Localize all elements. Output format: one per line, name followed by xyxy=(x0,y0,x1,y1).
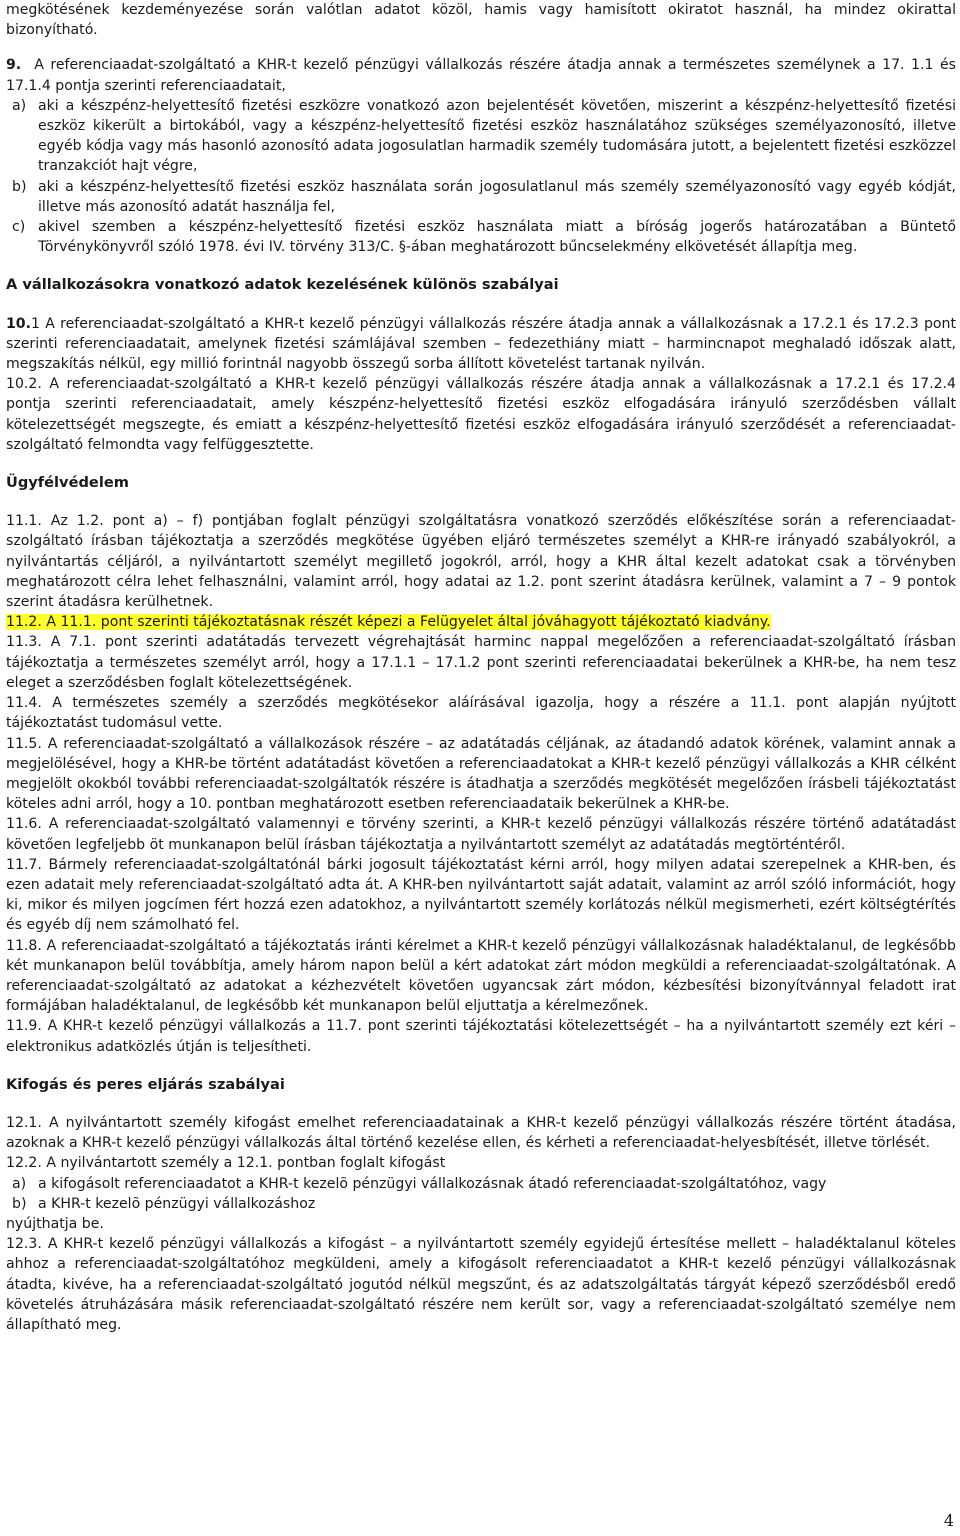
section-11-7: 11.7. Bármely referenciaadat-szolgáltatónál bárki jogosult tájékoztatást kérni arról, hogy milyen adatai szerepelnek a KHR-ben, és ezen adatait mely referenciaadat-szolgáltató adta át. A KHR-ben nyilvántartott saját adatait, valamint az arról szóló információt, hogy ki, mikor és milyen jogcímen fért hozzá ezen adatokhoz, a nyilvántartott személy korlátozás nélkül megismerheti, ezért költségtérítés és egyéb díj nem számolható fel. xyxy=(6,856,956,934)
section-12-3: 12.3. A KHR-t kezelő pénzügyi vállalkozás a kifogást – a nyilvántartott személy egyidejű értesítése mellett – haladéktalanul köteles ahhoz a referenciaadat-szolgáltatóhoz megküldeni, amely a kifogásolt referenciaadatot a KHR-t kezelő pénzügyi vállalkozásnak átadta, kivéve, ha a referenciaadat-szolgáltató jogutód nélkül megszűnt, és az adatszolgáltatás tárgyát képező szerződésből eredő követelés átruházására másik referenciaadat-szolgáltató részére nem került sor, vagy a referenciaadat-szolgáltató személye nem állapítható meg. xyxy=(6,1236,956,1333)
highlighted-text: 11.2. A 11.1. pont szerinti tájékoztatásnak részét képezi a Felügyelet által jóváhagyott tájékoztató kiadvány. xyxy=(6,614,771,631)
section-12-2-item-a xyxy=(6,1174,956,1194)
section-11-2 xyxy=(6,612,956,632)
heading-business-data: A vállalkozásokra vonatkozó adatok kezelésének különös szabályai xyxy=(6,276,559,294)
item-text: aki a készpénz-helyettesítő fizetési eszközre vonatkozó azon bejelentését követően, miszerint a készpénz-helyettesítő fizetési eszköz kikerült a birtokából, vagy a készpénz-helyettesítő fizetési eszköz használatához szükséges személyazonosító, illetve egyéb kódja vagy más hasonló azonosító adata jogosulatlan harmadik személy tudomására jutott, a bejelentett fizetési eszközzel tranzakciót hajt végre, xyxy=(38,97,956,175)
section-11-5: 11.5. A referenciaadat-szolgáltató a vállalkozások részére – az adatátadás céljának, az átadandó adatok körének, valamint annak a megjelölésével, hogy a KHR-be történt adatátadást követően a referenciaadatokat a KHR-t kezelő pénzügyi vállalkozás a KHR célként megjelölt okokból további referenciaadat-szolgáltatók részére is átadhatja a szerződés megkötését megelőzően írásbeli tájékoztatást köteles adni arról, hogy a 10. pontban meghatározott esetben referenciaadataik bekerülnek a KHR-be. xyxy=(6,735,956,813)
section-10-1-text: 1 A referenciaadat-szolgáltató a KHR-t kezelő pénzügyi vállalkozás részére átadja annak a vállalkozásnak a 17.2.1 és 17.2.3 pont szerinti referenciaadatait, amelynek fizetési számlájával szemben – fedezethiány miatt – harmincnapot meghaladó időszak alatt, megszakítás nélkül, egy millió forintnál nagyobb összegű sorba állított követelést tartanak nyilván. xyxy=(6,315,956,373)
heading-client-protection: Ügyfélvédelem xyxy=(6,474,129,492)
heading-objection-procedure: Kifogás és peres eljárás szabályai xyxy=(6,1075,285,1093)
section-9-item-c xyxy=(6,217,956,257)
section-9-number: 9. xyxy=(6,57,22,74)
item-text: akivel szemben a készpénz-helyettesítő fizetési eszköz használata miatt a bíróság jogerős határozatában a Büntető Törvénykönyvről szóló 1978. évi IV. törvény 313/C. §-ában meghatározott bűncselekmény elkövetését állapítja meg. xyxy=(38,219,956,256)
intro-paragraph: megkötésének kezdeményezése során valótlan adatot közöl, hamis vagy hamisított okiratot használ, ha mindez okirattal bizonyítható. xyxy=(6,2,956,39)
section-9-item-b xyxy=(6,177,956,217)
item-text: a KHR-t kezelõ pénzügyi vállalkozáshoz xyxy=(38,1195,316,1212)
item-label: a) xyxy=(12,1175,27,1192)
item-text: aki a készpénz-helyettesítő fizetési eszköz használata során jogosulatlanul más személy személyazonosító vagy egyéb kódját, illetve más azonosító adatát használja fel, xyxy=(38,178,956,215)
section-11-8: 11.8. A referenciaadat-szolgáltató a tájékoztatás iránti kérelmet a KHR-t kezelő pénzügyi vállalkozásnak haladéktalanul, de legkésőbb két munkanapon belül továbbítja, amely három napon belül a kért adatokat zárt módon megküldi a referenciaadat-szolgáltatónak. A referenciaadat-szolgáltató az adatokat a kézhezvételt követően ugyancsak zárt módon, kézbesítési bizonyítvánnyal feladott irat formájában haladéktalanul, de legkésőbb két munkanapon belül eljuttatja a kérelmezőnek. xyxy=(6,937,956,1015)
document-page xyxy=(6,0,956,1335)
section-12-2-item-b xyxy=(6,1194,956,1214)
section-12-2-after: nyújthatja be. xyxy=(6,1215,104,1232)
page-number: 4 xyxy=(943,1511,954,1530)
section-12-1: 12.1. A nyilvántartott személy kifogást emelhet referenciaadatainak a KHR-t kezelő pénzügyi vállalkozás részére történt átadása, azoknak a KHR-t kezelő pénzügyi vállalkozás által történő kezelése ellen, és kérheti a referenciaadat-helyesbítését, illetve törlését. xyxy=(6,1114,956,1152)
section-9 xyxy=(6,55,956,95)
item-text: a kifogásolt referenciaadatot a KHR-t kezelõ pénzügyi vállalkozásnak átadó referenciaadat-szolgáltatóhoz, vagy xyxy=(38,1175,827,1192)
section-10-1 xyxy=(6,314,956,375)
section-11-9: 11.9. A KHR-t kezelő pénzügyi vállalkozás a 11.7. pont szerinti tájékoztatási kötelezettségét – ha a nyilvántartott személy ezt kéri – elektronikus adatközlés útján is teljesítheti. xyxy=(6,1018,956,1055)
item-label: c) xyxy=(12,219,26,236)
section-11-3: 11.3. A 7.1. pont szerinti adatátadás tervezett végrehajtását harminc nappal megelőzően a referenciaadat-szolgáltató írásban tájékoztatja a természetes személyt arról, hogy a 17.1.1 – 17.1.2 pont szerinti referenciaadatai bekerülnek a KHR-be, ha nem tesz eleget a szerződésben foglalt kötelezettségének. xyxy=(6,634,956,691)
section-9-item-a xyxy=(6,96,956,177)
section-11-6: 11.6. A referenciaadat-szolgáltató valamennyi e törvény szerinti, a KHR-t kezelő pénzügyi vállalkozás részére történő adatátadást követően legfeljebb öt munkanapon belül írásban tájékoztatja a nyilvántartott személyt az adatátadás megtörténtéről. xyxy=(6,816,956,853)
section-11-4: 11.4. A természetes személy a szerződés megkötésekor aláírásával igazolja, hogy a részére a 11.1. pont alapján nyújtott tájékoztatást tudomásul vette. xyxy=(6,695,956,732)
section-9-text: A referenciaadat-szolgáltató a KHR-t kezelő pénzügyi vállalkozás részére átadja annak a természetes személynek a 17. 1.1 és 17.1.4 pontja szerinti referenciaadatait, xyxy=(6,57,956,94)
section-10-number: 10. xyxy=(6,315,31,332)
item-label: a) xyxy=(12,97,27,114)
item-label: b) xyxy=(12,1195,27,1212)
section-12-2: 12.2. A nyilvántartott személy a 12.1. pontban foglalt kifogást xyxy=(6,1155,446,1172)
section-11-1: 11.1. Az 1.2. pont a) – f) pontjában foglalt pénzügyi szolgáltatásra vonatkozó szerződés előkészítése során a referenciaadat-szolgáltató írásban tájékoztatja a szerződés megkötése ügyében eljáró természetes személyt a KHR-re irányadó szabályokról, a nyilvántartás céljáról, a nyilvántartott személyt megillető jogokról, arról, hogy a KHR által kezelt adatokat csak a törvényben meghatározott célra lehet felhasználni, valamint arról, hogy adatai az 1.2. pont szerint átadásra kerülnek, valamint a 7 – 9 pontok szerint átadásra kerülhetnek. xyxy=(6,513,956,611)
section-10-2: 10.2. A referenciaadat-szolgáltató a KHR-t kezelő pénzügyi vállalkozás részére átadja annak a vállalkozásnak a 17.2.1 és 17.2.4 pontja szerinti referenciaadatait, amely készpénz-helyettesítő fizetési eszköz elfogadására irányuló szerződésben vállalt kötelezettségét megszegte, és emiatt a készpénz-helyettesítő fizetési eszköz elfogadására irányuló szerződését a referenciaadat-szolgáltató felmondta vagy felfüggesztette. xyxy=(6,376,956,453)
item-label: b) xyxy=(12,178,27,195)
